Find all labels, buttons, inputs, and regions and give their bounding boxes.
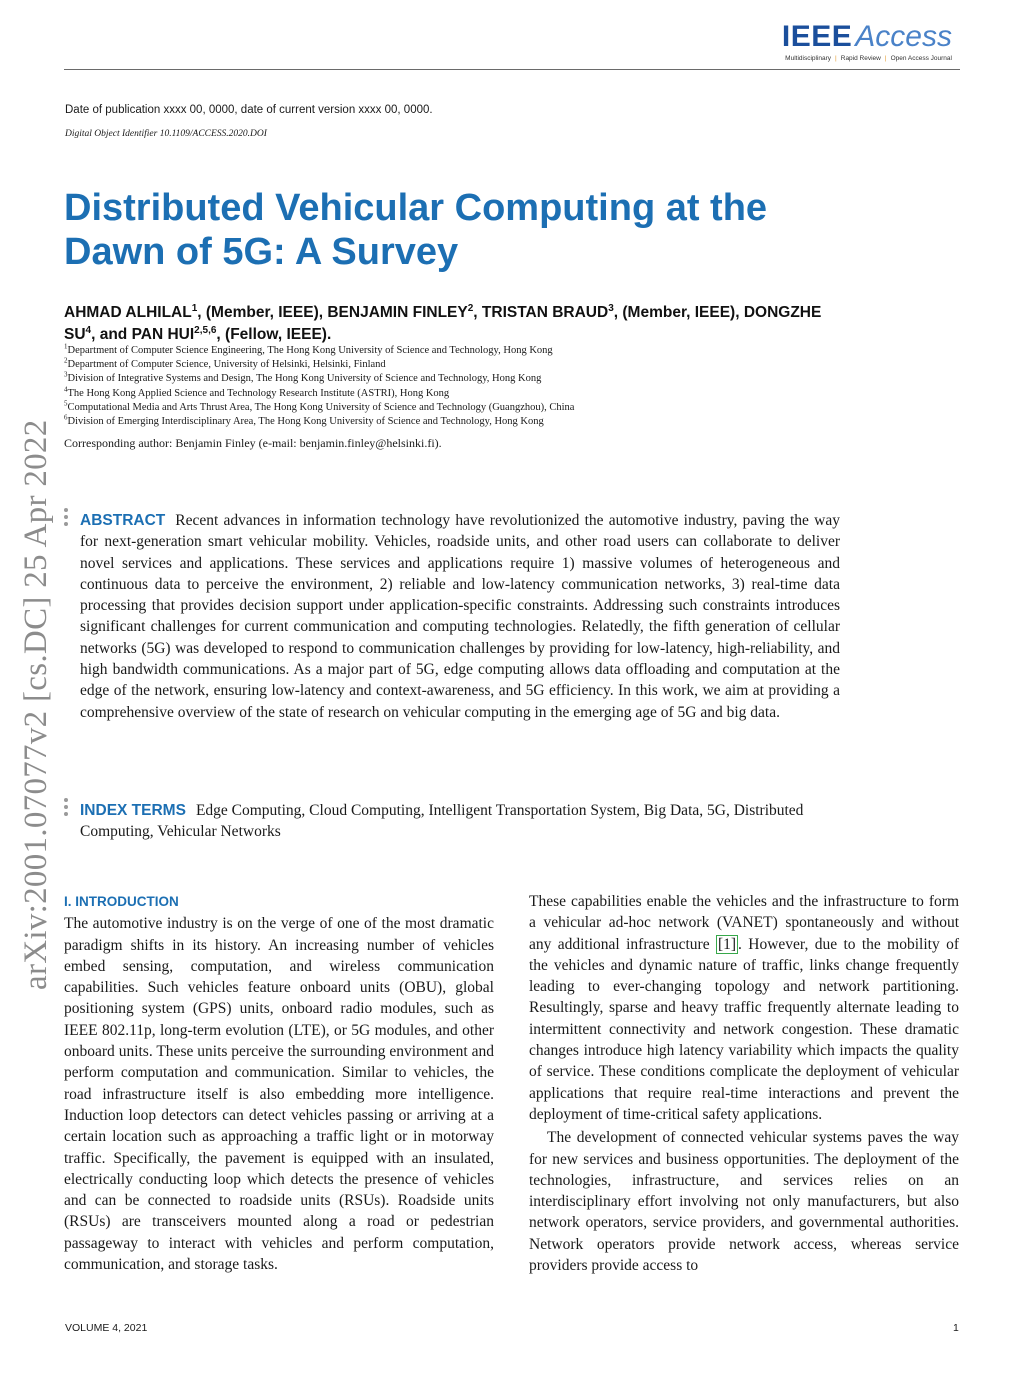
intro-paragraph: The development of connected vehicular systems paves the way for new services and business opportunities. The deployment of the technologies, infrastructure, and services relies on an interdisciplinary effort involving not only manufacturers, but also network operators, service providers, and governmental authorities. Network operators provide network access, whereas service providers provide access to [529,1129,959,1275]
intro-paragraph [529,891,959,1125]
author-role: , (Member, IEEE), [197,304,328,321]
author-name: AHMAD ALHILAL [64,304,192,321]
affiliation [64,415,574,429]
arxiv-identifier-stamp: arXiv:2001.07077v2 [cs.DC] 25 Apr 2022 [18,419,54,990]
paragraph-text: . However, due to the mobility of the vehicles and dynamic nature of traffic, links change frequently leading to ever-changing topology and network partitioning. Resultingly, sparse and heavy traffic frequently alternate leading to intermittent connectivity and network congestion. These dramatic changes introduce high latency variability which impacts the quality of service. These conditions complicate the deployment of vehicular applications that require real-time interactions and prevent the deployment of time-critical safety applications. [529,935,959,1123]
logo-tagline-item: Rapid Review [840,55,881,62]
author-name: TRISTAN BRAUD [481,304,609,321]
abstract-label: ABSTRACT [80,512,166,529]
logo-access-text: Access [855,20,952,53]
logo-tagline-item: Open Access Journal [890,55,952,62]
paper-title [64,186,924,274]
citation-link[interactable]: [1] [717,935,737,953]
author-role: , (Fellow, IEEE). [216,326,332,343]
affiliation-list [64,344,574,429]
footer-volume: VOLUME 4, 2021 [65,1322,148,1334]
right-column [529,891,959,1276]
intro-paragraph: The automotive industry is on the verge of one of the most dramatic paradigm shifts in its history. An increasing number of vehicles embed sensing, computation, and wireless communication capabilities. Such vehicles feature onboard units (OBU), global positioning system (GPS) units, onboard radio modules, such as IEEE 802.11p, long-term evolution (LTE), or 5G modules, and other onboard units. These units perceive the surrounding environment and perform computation and communication. Similar to vehicles, the road infrastructure itself is also embedding more intelligence. Induction loop detectors can detect vehicles passing or arriving at a certain location such as approaching a traffic light or in motorway traffic. Specifically, the pavement is equipped with an insulated, electrically conducting loop which detects the presence of vehicles and can be connected to roadside units (RSUs). Roadside units (RSUs) are transceivers mounted along a road or pedestrian passageway to interact with vehicles and perform computation, communication, and storage tasks. [64,915,494,1274]
index-terms-label: INDEX TERMS [80,802,186,819]
paragraph-text: These capabilities enable the vehicles and the infrastructure to form a vehicular ad-hoc network (VANET) spontaneously and without any additional infrastructure [529,893,959,953]
section-heading: I. INTRODUCTION [64,894,179,909]
affiliation-text: Computational Media and Arts Thrust Area, The Hong Kong University of Science and Technology (Guangzhou), China [67,401,575,413]
logo-ieee-text: IEEE [781,20,853,53]
affiliation [64,344,574,358]
affiliation [64,358,574,372]
logo-tagline: Multidisciplinary | Rapid Review | Open Access Journal [785,55,952,62]
author-affil-sup: 2 [467,302,474,314]
affiliation-text: Division of Integrative Systems and Design, The Hong Kong University of Science and Technology, Hong Kong [67,373,542,385]
page-number: 1 [953,1322,959,1334]
logo-tagline-item: Multidisciplinary [785,55,832,62]
affiliation-text: The Hong Kong Applied Science and Technology Research Institute (ASTRI), Hong Kong [67,387,450,399]
index-terms-text: Edge Computing, Cloud Computing, Intelligent Transportation System, Big Data, 5G, Distributed Computing, Vehicular Networks [80,802,804,841]
affiliation-number: 6 [64,413,68,422]
abstract-dots-icon [64,508,70,529]
corresponding-author: Corresponding author: Benjamin Finley (e-mail: benjamin.finley@helsinki.fi). [64,436,442,450]
affiliation-number: 2 [64,356,68,365]
author-affil-sup: 2,5,6 [194,324,217,336]
affiliation [64,401,574,415]
author-affil-sup: 3 [608,302,614,314]
affiliation-number: 5 [64,399,68,408]
index-terms-dots-icon [64,798,70,819]
affiliation-text: Division of Emerging Interdisciplinary Area, The Hong Kong University of Science and Technology, Hong Kong [67,416,544,428]
doi-line: Digital Object Identifier 10.1109/ACCESS.2020.DOI [65,129,267,139]
author-name: PAN HUI [131,326,195,343]
paper-title-line: Dawn of 5G: A Survey [64,231,459,273]
author-separator: , [473,304,482,321]
paper-title-line: Distributed Vehicular Computing at the [64,187,768,229]
author-affil-sup: 1 [191,302,198,314]
author-affil-sup: 4 [85,324,92,336]
author-name: DONGZHE SU [64,304,822,343]
abstract-section [80,510,840,723]
header-divider [64,69,960,70]
affiliation-text: Department of Computer Science Engineering, The Hong Kong University of Science and Technology, Hong Kong [67,345,553,356]
author-role: , (Member, IEEE), [613,304,744,321]
affiliation-number: 1 [64,342,68,351]
index-terms-section [80,800,840,843]
affiliation-number: 3 [64,370,68,379]
affiliation-number: 4 [64,385,68,394]
affiliation-text: Department of Computer Science, University of Helsinki, Helsinki, Finland [67,359,386,371]
affiliation [64,387,574,401]
author-separator: , and [91,326,132,343]
author-name: BENJAMIN FINLEY [327,304,468,321]
abstract-text: Recent advances in information technology have revolutionized the automotive industry, paving the way for next-generation smart vehicular mobility. Vehicles, roadside units, and other road users can collaborate to deliver novel services and applications. These services and applications require 1) massive volumes of heterogeneous and continuous data to perceive the environment, 2) reliable and low-latency communication networks, 3) real-time data processing that provides decision support under application-specific constraints. Addressing such constraints introduces significant challenges for current communication and computing technologies. Relatedly, the fifth generation of cellular networks (5G) was developed to respond to communication challenges by providing for low-latency, high-reliability, and high bandwidth communications. As a major part of 5G, edge computing allows data offloading and computation at the edge of the network, ensuring low-latency and context-awareness, and 5G efficiency. In this work, we aim at providing a comprehensive overview of the state of research on vehicular computing in the emerging age of 5G and big data. [80,512,840,721]
left-column [64,891,494,1275]
affiliation [64,372,574,386]
publication-date: Date of publication xxxx 00, 0000, date of current version xxxx 00, 0000. [65,104,433,116]
ieee-access-logo [782,22,952,62]
author-list [64,302,824,346]
